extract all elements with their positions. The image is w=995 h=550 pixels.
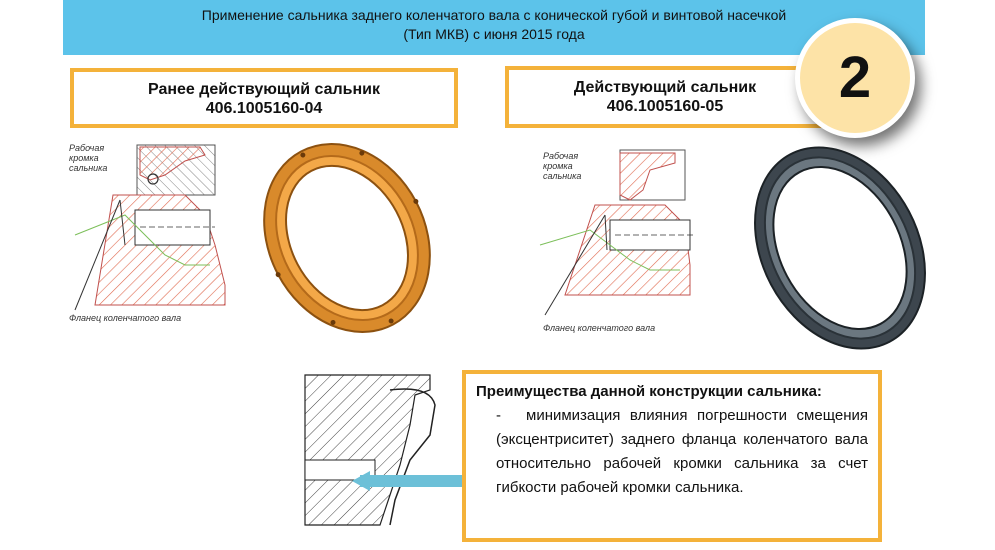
header-title <box>63 6 925 44</box>
header-banner <box>63 0 925 55</box>
previous-seal-title-box <box>70 68 458 128</box>
current-seal-ring-image <box>745 130 935 365</box>
working-edge-label-3b: сальника <box>543 171 582 181</box>
working-edge-label-3: сальника <box>69 163 108 173</box>
header-line-1: Применение сальника заднего коленчатого вала с конической губой и винтовой насечкой <box>201 7 787 23</box>
current-seal-part-number: 406.1005160-05 <box>606 98 724 115</box>
working-edge-label-1b: Рабочая <box>543 151 579 161</box>
seal-lip-detail-drawing <box>290 365 470 540</box>
current-seal-section-drawing <box>535 145 720 345</box>
advantages-text-block <box>476 404 868 500</box>
advantages-box <box>462 370 882 542</box>
working-edge-label-2: кромка <box>69 153 99 163</box>
current-seal-title: Действующий сальник <box>573 79 757 96</box>
previous-seal-title: Ранее действующий сальник <box>147 81 380 98</box>
previous-seal-ring-image <box>255 130 440 345</box>
working-edge-label-1: Рабочая <box>69 143 105 153</box>
advantages-text: минимизация влияния погрешности смещения (эксцентриситет) заднего фланца коленчатого вала относительно рабочей кромки сальника за счет гибкости рабочей кромки сальника. <box>496 407 868 496</box>
flange-label: Фланец коленчатого вала <box>69 313 182 323</box>
advantages-title: Преимущества данной конструкции сальника: <box>476 383 822 400</box>
current-seal-title-box <box>505 66 825 128</box>
flange-label-b: Фланец коленчатого вала <box>543 323 656 333</box>
slide-number-badge: 2 <box>795 18 915 138</box>
previous-seal-section-drawing <box>65 135 245 335</box>
advantages-dash: - <box>496 407 501 424</box>
previous-seal-part-number: 406.1005160-04 <box>205 100 323 117</box>
header-line-2: (Тип МКВ) с июня 2015 года <box>403 26 585 42</box>
working-edge-label-2b: кромка <box>543 161 573 171</box>
